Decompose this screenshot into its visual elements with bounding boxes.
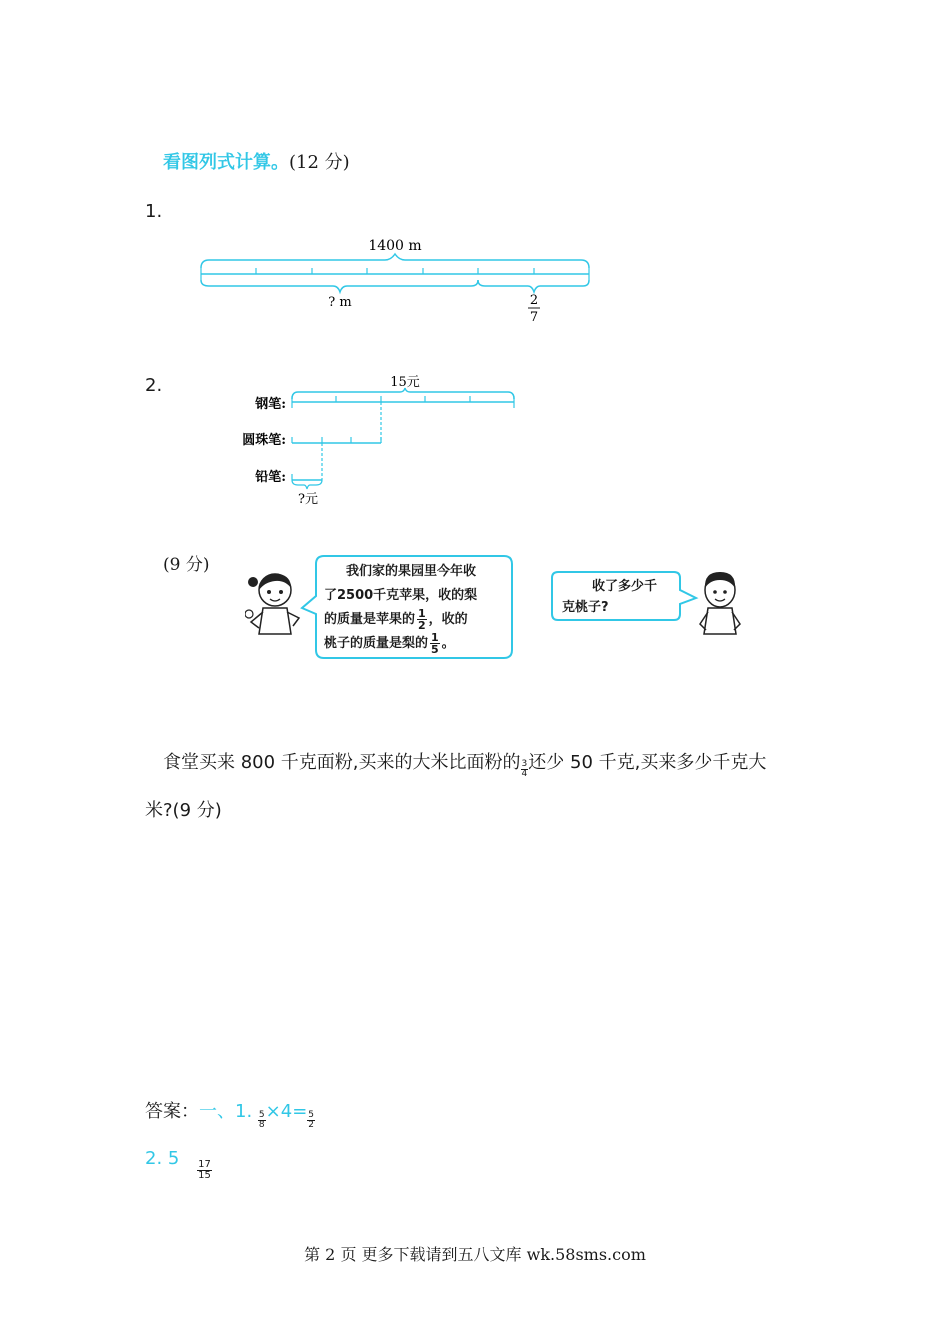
question-4-line-1 (163, 748, 766, 779)
q4-fraction: $\frac{3}{4}$ (521, 759, 528, 779)
question-1-number: 1. (145, 201, 163, 222)
answer-line-2 (145, 1148, 212, 1181)
q4-text-b: 还少 50 千克,买来多少千克大 (528, 752, 767, 773)
q1-total-label: 1400 m (368, 238, 422, 254)
question-2-number: 2. (145, 375, 163, 396)
answer-1-frac-1: $\frac{5}{8}$ (258, 1110, 265, 1130)
bubble-right-line-2: 克桃子? (562, 600, 609, 615)
question-4-line-2: 米?(9 分) (145, 800, 222, 821)
bubble-left-line-4: 桃子的质量是梨的 $\frac{1}{5}$ 。 (324, 631, 455, 656)
answer-1-frac-2: $\frac{5}{2}$ (308, 1110, 315, 1130)
boy-illustration (694, 568, 746, 638)
answer-label: 答案： (145, 1101, 199, 1122)
answer-line-1 (145, 1097, 315, 1130)
q2-pencil-label: 铅笔: (255, 470, 286, 485)
q1-unknown-label: ? m (328, 295, 352, 310)
bubble-right-line-1: 收了多少千 (592, 579, 658, 594)
bubble-left-line-1: 我们家的果园里今年收 (346, 564, 477, 579)
answer-2-prefix: 2. 5 (145, 1148, 180, 1169)
page-footer: 第 2 页 更多下载请到五八文库 wk.58sms.com (304, 1245, 646, 1264)
bubble-left-line-3: 的质量是苹果的 $\frac{1}{2}$ ，收的 (324, 607, 468, 632)
left-speech-bubble-text (324, 560, 508, 656)
section-title (163, 148, 350, 174)
answer-1-prefix: 一、1. (199, 1101, 253, 1122)
section-heading: 看图列式计算。 (163, 152, 289, 173)
section-score: (12 分) (289, 152, 350, 173)
q4-text-a: 食堂买来 800 千克面粉,买来的大米比面粉的 (163, 752, 521, 773)
q2-unknown-label: ?元 (298, 492, 318, 507)
bubble-left-line-2: 了2500千克苹果，收的梨 (324, 588, 478, 603)
q2-pen-label: 钢笔: (255, 397, 286, 412)
question-3-score: (9 分) (163, 555, 210, 575)
q1-fraction-num: 2 (529, 293, 539, 308)
q2-ballpen-label: 圆珠笔: (242, 433, 286, 448)
q1-fraction-den: 7 (529, 310, 539, 325)
right-speech-bubble-text (562, 576, 680, 618)
q2-total-label: 15元 (390, 375, 420, 390)
question-2-diagram (240, 368, 530, 513)
answer-1-mid: ×4= (265, 1101, 308, 1122)
answer-2-frac: $\frac{17}{15}$ (198, 1159, 211, 1181)
question-1-diagram (195, 232, 595, 327)
